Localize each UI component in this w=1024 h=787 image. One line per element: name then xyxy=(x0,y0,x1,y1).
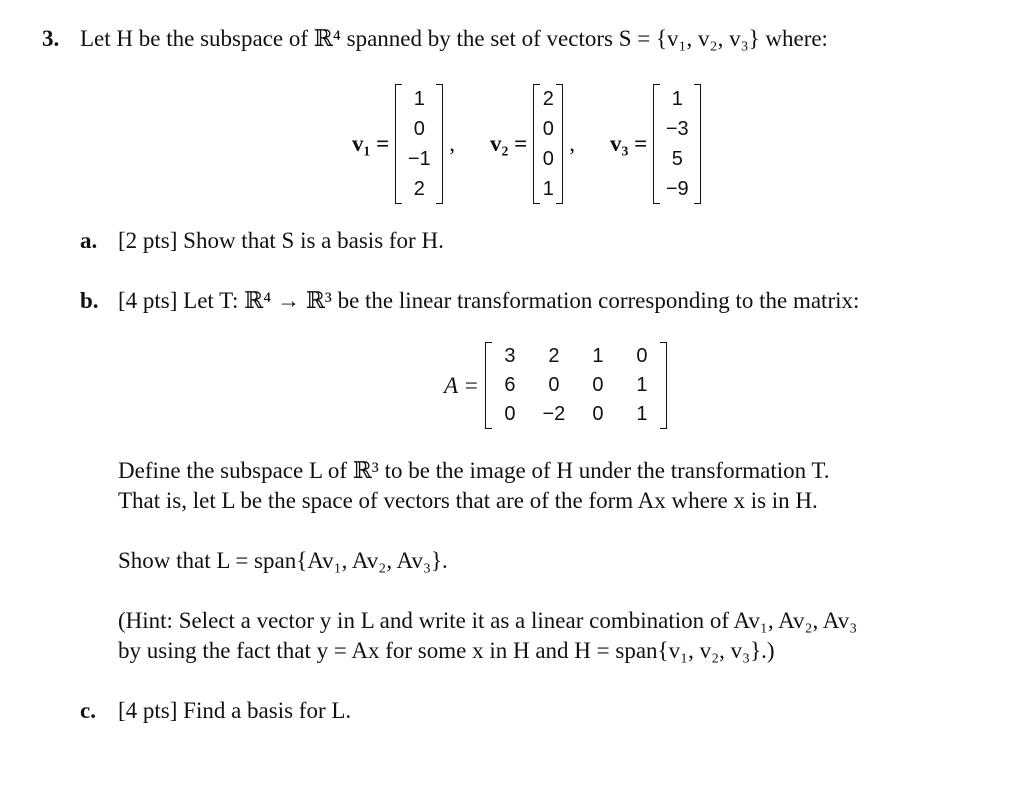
vector-separator: , xyxy=(569,131,576,157)
hint-line-2: by using the fact that y = Ax for some x in H and H = span{v₁, v₂, v₃}.) xyxy=(118,638,775,663)
vector-v1 xyxy=(352,84,455,204)
vector-v3 xyxy=(610,84,701,204)
vector-entry: 0 xyxy=(542,148,554,170)
matrix-entry: 1 xyxy=(636,403,648,425)
vector-entry: 1 xyxy=(413,88,425,110)
problem-intro: Let H be the subspace of ℝ⁴ spanned by the set of vectors S = {v₁, v₂, v₃} where: xyxy=(80,26,828,51)
matrix-entry: 0 xyxy=(548,374,560,396)
vector-entry: −3 xyxy=(665,118,689,140)
vector-v1-column xyxy=(395,84,443,204)
matrix-entry: 1 xyxy=(592,345,604,367)
define-line-1: Define the subspace L of ℝ³ to be the image of H under the transformation T. xyxy=(118,458,830,483)
matrix-entry: 1 xyxy=(636,374,648,396)
vector-entry: 2 xyxy=(542,88,554,110)
vector-entry: 2 xyxy=(413,178,425,200)
matrix-row xyxy=(491,400,661,429)
vector-v3-column xyxy=(653,84,701,204)
matrix-a xyxy=(444,342,667,429)
vector-entry: 0 xyxy=(413,118,425,140)
show-line: Show that L = span{Av₁, Av₂, Av₃}. xyxy=(118,548,448,573)
part-b-letter: b. xyxy=(80,288,99,313)
define-line-2: That is, let L be the space of vectors that are of the form Ax where x is in H. xyxy=(118,488,818,513)
matrix-a-body xyxy=(485,342,667,429)
matrix-entry: 0 xyxy=(636,345,648,367)
part-a-text: [2 pts] Show that S is a basis for H. xyxy=(118,228,444,253)
vector-entry: −1 xyxy=(407,148,431,170)
matrix-entry: 6 xyxy=(504,374,516,396)
vector-v1-label: v₁ = xyxy=(352,131,390,157)
vector-v2 xyxy=(490,84,575,204)
matrix-entry: 0 xyxy=(592,374,604,396)
matrix-entry: 3 xyxy=(504,345,516,367)
matrix-entry: 0 xyxy=(592,403,604,425)
vector-v2-label: v₂ = xyxy=(490,131,528,157)
vector-v3-label: v₃ = xyxy=(610,131,648,157)
vector-v2-column xyxy=(533,84,563,204)
problem-number: 3. xyxy=(42,26,60,51)
matrix-entry: 0 xyxy=(504,403,516,425)
matrix-row xyxy=(491,342,661,371)
vector-entry: 1 xyxy=(671,88,683,110)
vector-entry: 1 xyxy=(542,178,554,200)
matrix-row xyxy=(491,371,661,400)
vector-entry: −9 xyxy=(665,178,689,200)
part-a-letter: a. xyxy=(80,228,98,253)
vector-entry: 0 xyxy=(542,118,554,140)
part-c-text: [4 pts] Find a basis for L. xyxy=(118,698,352,723)
hint-line-1: (Hint: Select a vector y in L and write it as a linear combination of Av₁, Av₂, Av₃ xyxy=(118,608,858,633)
part-b-text: [4 pts] Let T: ℝ⁴ → ℝ³ be the linear transformation corresponding to the matrix: xyxy=(118,288,860,313)
vector-entry: 5 xyxy=(671,148,683,170)
matrix-entry: 2 xyxy=(548,345,560,367)
vector-separator: , xyxy=(449,131,456,157)
part-c-letter: c. xyxy=(80,698,96,723)
matrix-entry: −2 xyxy=(542,403,566,425)
matrix-a-label: A = xyxy=(444,372,479,398)
